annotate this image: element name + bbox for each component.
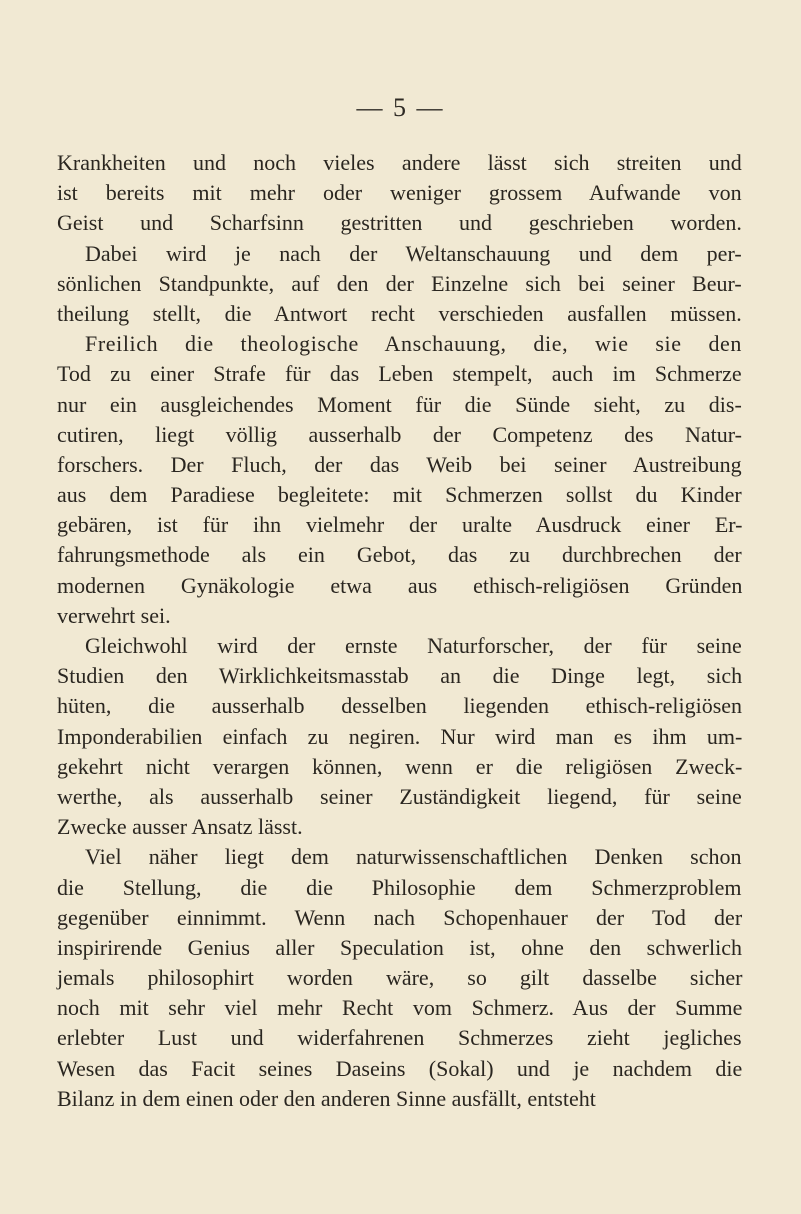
paragraph-start-line: Freilich die theologische Anschauung, die, wie sie den <box>85 331 743 357</box>
text-line: Studien den Wirklichkeitsmasstab an die Dinge legt, sich <box>57 663 743 689</box>
text-line: sönlichen Standpunkte, auf den der Einzelne sich bei seiner Beur- <box>57 270 742 296</box>
text-line: Geist und Scharfsinn gestritten und geschrieben worden. <box>57 210 742 236</box>
text-line: gekehrt nicht verargen können, wenn er die religiösen Zweck- <box>57 753 743 779</box>
text-line: die Stellung, die die Philosophie dem Schmerzproblem <box>57 874 742 900</box>
text-line: nur ein ausgleichendes Moment für die Sünde sieht, zu dis- <box>57 391 742 417</box>
paragraph-start-line: Gleichwohl wird der ernste Naturforscher, der für seine <box>85 633 742 658</box>
text-line: Krankheiten und noch vieles andere lässt sich streiten und <box>57 150 742 175</box>
text-line: Zwecke ausser Ansatz lässt. <box>57 814 303 840</box>
text-line: theilung stellt, die Antwort recht verschieden ausfallen müssen. <box>57 300 742 326</box>
text-line: gegenüber einnimmt. Wenn nach Schopenhauer der Tod der <box>57 904 743 930</box>
text-line: erlebter Lust und widerfahrenen Schmerzes zieht jegliches <box>57 1025 742 1051</box>
page-number: — 5 — <box>356 93 445 122</box>
paragraph-start-line: Dabei wird je nach der Weltanschauung und dem per- <box>85 240 742 266</box>
text-line: jemals philosophirt worden wäre, so gilt dasselbe sicher <box>57 965 743 991</box>
paragraph-start-line: Viel näher liegt dem naturwissenschaftlichen Denken schon <box>85 844 742 870</box>
text-line: noch mit sehr viel mehr Recht vom Schmerz. Aus der Summe <box>57 995 743 1021</box>
text-line: forschers. Der Fluch, der das Weib bei seiner Austreibung <box>57 451 742 477</box>
text-line: ist bereits mit mehr oder weniger grossem Aufwande von <box>57 180 742 206</box>
text-line: Bilanz in dem einen oder den anderen Sinne ausfällt, entsteht <box>57 1085 596 1111</box>
text-line: werthe, als ausserhalb seiner Zuständigkeit liegend, für seine <box>57 783 742 809</box>
text-line: hüten, die ausserhalb desselben liegenden ethisch-religiösen <box>57 693 743 719</box>
text-line: inspirirende Genius aller Speculation ist, ohne den schwerlich <box>57 934 742 960</box>
text-line: cutiren, liegt völlig ausserhalb der Competenz des Natur- <box>57 421 742 447</box>
text-line: Tod zu einer Strafe für das Leben stempelt, auch im Schmerze <box>57 361 742 387</box>
text-line: verwehrt sei. <box>57 602 171 628</box>
body-text <box>57 148 742 1114</box>
text-line: gebären, ist für ihn vielmehr der uralte Ausdruck einer Er- <box>57 512 743 538</box>
text-line: Wesen das Facit seines Daseins (Sokal) und je nachdem die <box>57 1055 743 1081</box>
text-line: aus dem Paradiese begleitete: mit Schmerzen sollst du Kinder <box>57 482 742 508</box>
text-line: fahrungsmethode als ein Gebot, das zu durchbrechen der <box>57 542 742 568</box>
text-line: Imponderabilien einfach zu negiren. Nur wird man es ihm um- <box>57 723 743 749</box>
text-line: modernen Gynäkologie etwa aus ethisch-religiösen Gründen <box>57 572 743 598</box>
